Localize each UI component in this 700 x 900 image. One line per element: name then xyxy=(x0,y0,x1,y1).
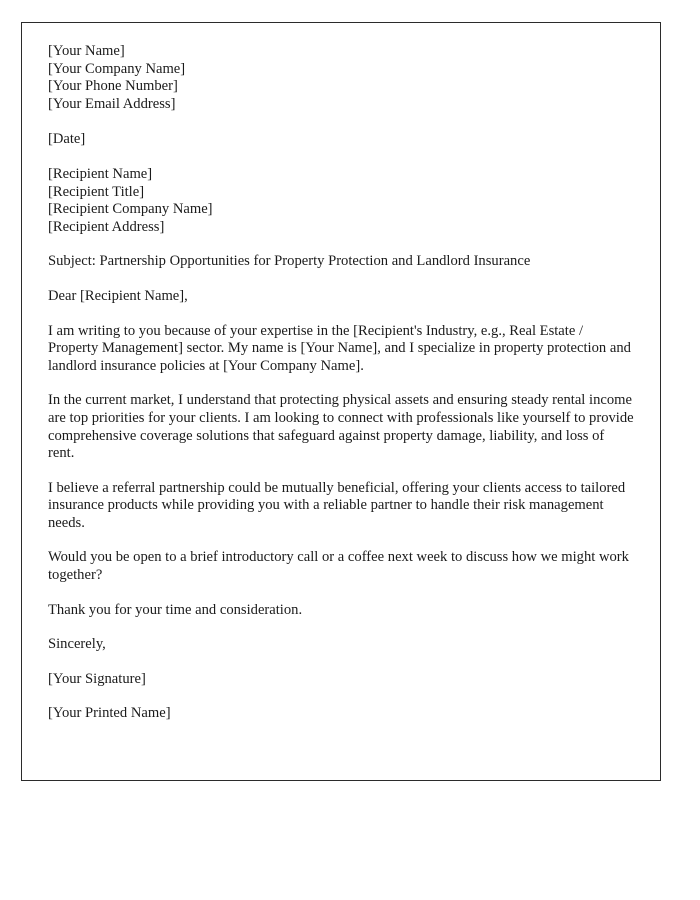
paragraph-text: I am writing to you because of your expertise in the [Recipient's Industry, e.g., Real Estate / Property Management] sector. My name is [Your Name], and I specialize in property protection and landlord insurance policies at [Your Company Name]. xyxy=(48,322,631,374)
body-paragraph-5 xyxy=(48,602,634,620)
recipient-title: [Recipient Title] xyxy=(48,183,145,200)
paragraph-text: Thank you for your time and consideration. xyxy=(48,601,303,618)
date-block xyxy=(48,130,634,149)
paragraph-text: In the current market, I understand that protecting physical assets and ensuring steady rental income are top priorities for your clients. I am looking to connect with professionals like yourself to provide comprehensive coverage solutions that safeguard against property damage, liability, and loss of rent. xyxy=(48,392,634,462)
sender-name: [Your Name] xyxy=(48,43,125,59)
sender-phone: [Your Phone Number] xyxy=(48,78,178,95)
subject-block xyxy=(48,253,634,271)
signature-placeholder: [Your Signature] xyxy=(48,670,146,687)
recipient-name: [Recipient Name] xyxy=(48,165,153,182)
body-paragraph-4 xyxy=(48,549,634,584)
closing-line: Sincerely, xyxy=(48,636,106,653)
sender-email: [Your Email Address] xyxy=(48,95,176,112)
printed-name-placeholder: [Your Printed Name] xyxy=(48,705,171,722)
recipient-address-block xyxy=(48,166,634,236)
salutation-block xyxy=(48,288,634,306)
subject-line: Subject: Partnership Opportunities for Property Protection and Landlord Insurance xyxy=(48,253,531,270)
printed-name-block xyxy=(48,705,634,723)
body-paragraph-3 xyxy=(48,480,634,533)
letter-content xyxy=(48,43,634,723)
body-paragraph-2 xyxy=(48,392,634,462)
sender-address-block xyxy=(48,43,634,113)
letter-page xyxy=(21,22,661,781)
recipient-company: [Recipient Company Name] xyxy=(48,201,213,218)
signature-block xyxy=(48,671,634,689)
paragraph-text: I believe a referral partnership could be mutually beneficial, offering your clients access to tailored insurance products while providing you with a reliable partner to handle their risk management needs. xyxy=(48,479,626,531)
closing-block xyxy=(48,636,634,654)
letter-date: [Date] xyxy=(48,131,86,148)
paragraph-text: Would you be open to a brief introductory call or a coffee next week to discuss how we might work together? xyxy=(48,549,629,584)
salutation: Dear [Recipient Name], xyxy=(48,287,188,304)
sender-company: [Your Company Name] xyxy=(48,60,186,77)
recipient-address: [Recipient Address] xyxy=(48,218,165,235)
body-paragraph-1 xyxy=(48,323,634,376)
